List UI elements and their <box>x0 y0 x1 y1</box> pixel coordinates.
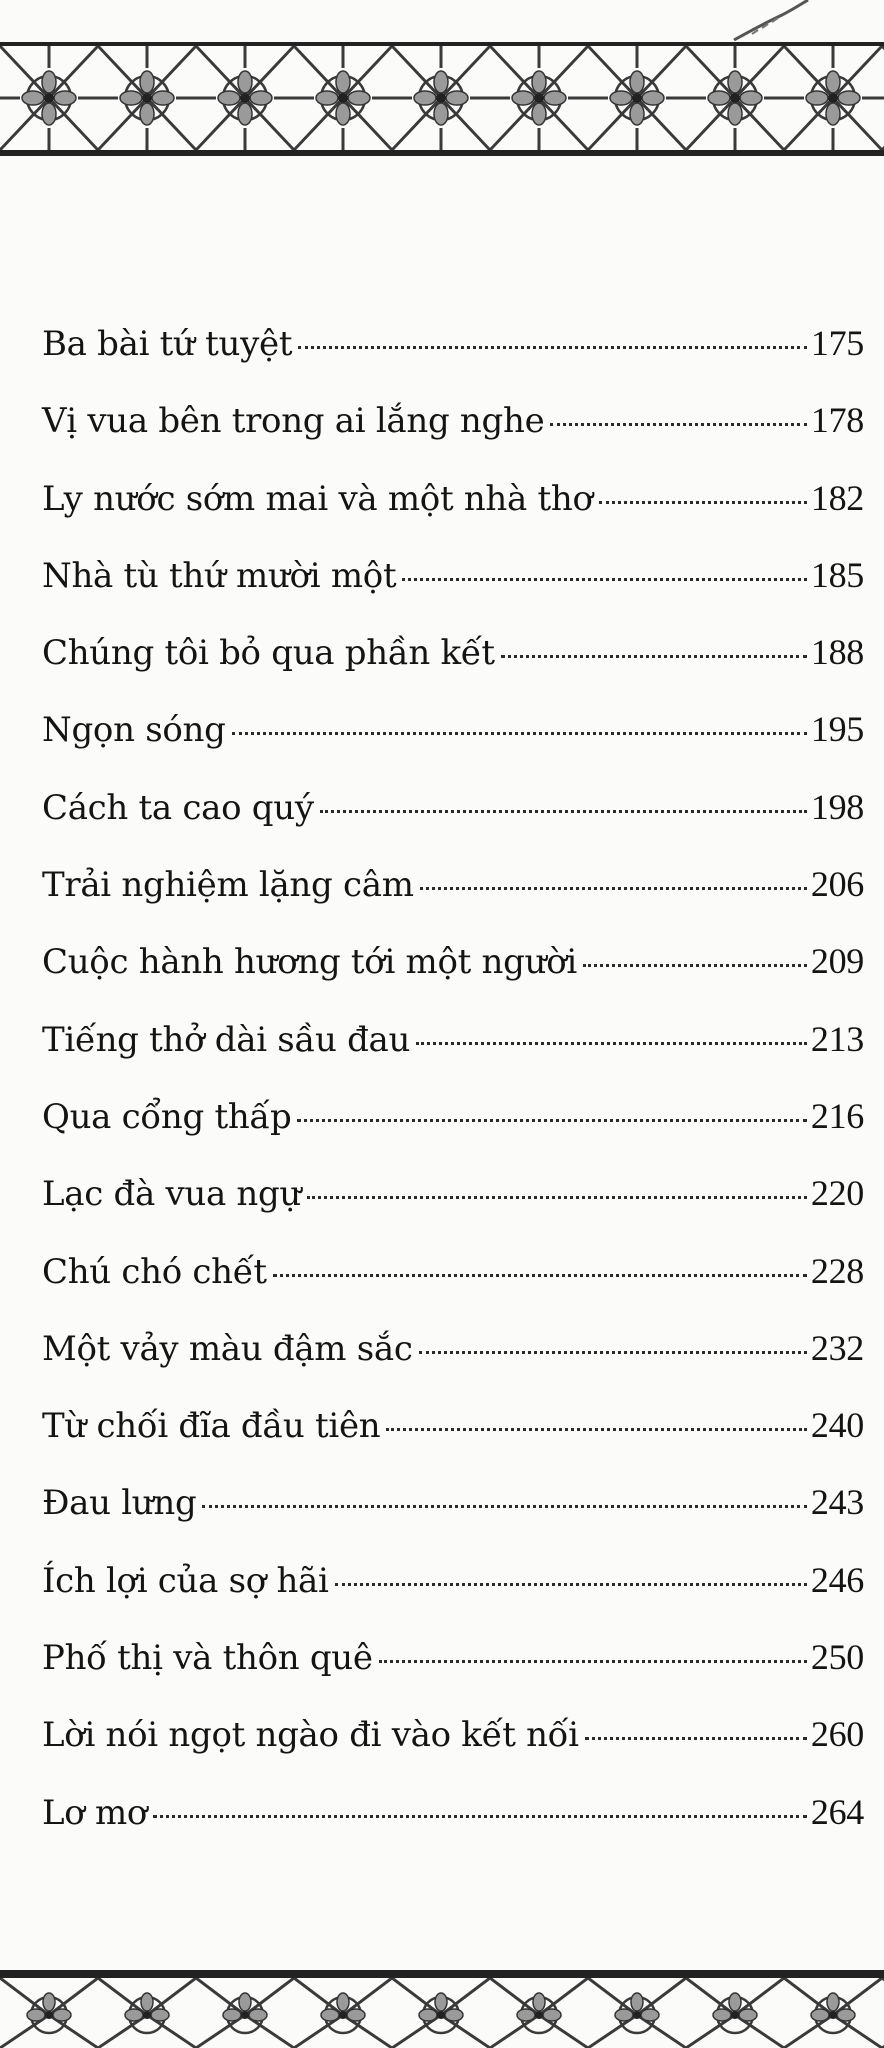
toc-entry <box>42 1233 864 1310</box>
dot-leader <box>419 1351 807 1354</box>
toc-entry-page-number: 216 <box>810 1095 864 1136</box>
toc-entry-page-number: 246 <box>810 1559 864 1600</box>
toc-entry <box>42 1619 864 1696</box>
toc-entry <box>42 1464 864 1541</box>
toc-entry-title: Qua cổng thấp <box>42 1096 292 1137</box>
top-ornamental-border <box>0 38 884 158</box>
toc-entry-title: Lơ mơ <box>42 1792 148 1833</box>
toc-entry-title: Nhà tù thứ mười một <box>42 555 397 596</box>
toc-entry-title: Phố thị và thôn quê <box>42 1638 373 1679</box>
bottom-ornamental-border <box>0 1970 884 2048</box>
toc-entry-title: Cách ta cao quý <box>42 787 314 828</box>
table-of-contents <box>42 305 864 1851</box>
dot-leader <box>202 1505 806 1508</box>
toc-entry-page-number: 260 <box>810 1714 864 1755</box>
toc-entry <box>42 382 864 459</box>
toc-entry <box>42 305 864 382</box>
dot-leader <box>153 1815 807 1818</box>
dot-leader <box>335 1583 807 1586</box>
toc-entry-page-number: 195 <box>810 709 864 750</box>
toc-entry-page-number: 182 <box>810 477 864 518</box>
toc-entry-page-number: 178 <box>810 400 864 441</box>
dot-leader <box>386 1428 807 1431</box>
toc-entry-page-number: 209 <box>810 941 864 982</box>
toc-entry-page-number: 228 <box>810 1250 864 1291</box>
toc-entry-title: Vị vua bên trong ai lắng nghe <box>42 401 545 442</box>
toc-entry-page-number: 220 <box>810 1173 864 1214</box>
toc-entry-title: Ly nước sớm mai và một nhà thơ <box>42 478 593 519</box>
toc-entry-title: Chú chó chết <box>42 1251 267 1292</box>
toc-entry-page-number: 206 <box>810 864 864 905</box>
toc-entry <box>42 614 864 691</box>
toc-entry <box>42 1078 864 1155</box>
toc-entry <box>42 769 864 846</box>
dot-leader <box>402 578 807 581</box>
dot-leader <box>297 1119 806 1122</box>
dot-leader <box>307 1196 807 1199</box>
toc-entry-page-number: 243 <box>810 1482 864 1523</box>
toc-entry-page-number: 198 <box>810 786 864 827</box>
dot-leader <box>273 1274 807 1277</box>
toc-entry <box>42 1155 864 1232</box>
toc-entry-title: Trải nghiệm lặng câm <box>42 865 414 906</box>
toc-entry-title: Ba bài tứ tuyệt <box>42 324 293 364</box>
toc-entry-page-number: 185 <box>810 554 864 595</box>
dot-leader <box>232 732 807 735</box>
toc-entry-title: Chúng tôi bỏ qua phần kết <box>42 633 495 674</box>
toc-entry-title: Một vảy màu đậm sắc <box>42 1328 413 1369</box>
toc-entry-page-number: 250 <box>810 1637 864 1678</box>
toc-entry-page-number: 188 <box>810 632 864 673</box>
toc-entry-page-number: 213 <box>810 1018 864 1059</box>
toc-entry <box>42 1774 864 1851</box>
toc-entry-title: Ích lợi của sợ hãi <box>42 1560 329 1601</box>
toc-entry-page-number: 232 <box>810 1327 864 1368</box>
toc-entry <box>42 1387 864 1464</box>
toc-entry <box>42 923 864 1000</box>
dot-leader <box>379 1660 807 1663</box>
toc-entry-page-number: 240 <box>810 1405 864 1446</box>
toc-entry <box>42 1542 864 1619</box>
toc-entry-title: Lạc đà vua ngự <box>42 1174 302 1215</box>
dot-leader <box>420 887 807 890</box>
dot-leader <box>320 810 807 813</box>
toc-entry-page-number: 264 <box>810 1791 864 1832</box>
toc-entry <box>42 691 864 768</box>
toc-entry <box>42 1310 864 1387</box>
dot-leader <box>599 501 807 504</box>
toc-entry-title: Đau lưng <box>42 1483 197 1524</box>
dot-leader <box>583 964 807 967</box>
dot-leader <box>416 1042 807 1045</box>
toc-entry-page-number: 175 <box>810 323 864 363</box>
toc-entry <box>42 846 864 923</box>
toc-entry-title: Lời nói ngọt ngào đi vào kết nối <box>42 1715 579 1756</box>
toc-entry-title: Cuộc hành hương tới một người <box>42 942 577 983</box>
toc-entry-title: Tiếng thở dài sầu đau <box>42 1019 411 1060</box>
toc-entry-title: Từ chối đĩa đầu tiên <box>42 1406 381 1447</box>
toc-entry <box>42 1001 864 1078</box>
dot-leader <box>585 1737 807 1740</box>
dot-leader <box>550 423 806 426</box>
dot-leader <box>298 346 807 349</box>
toc-entry <box>42 1696 864 1773</box>
toc-entry <box>42 460 864 537</box>
toc-entry-title: Ngọn sóng <box>42 710 226 751</box>
toc-entry <box>42 537 864 614</box>
dot-leader <box>501 655 807 658</box>
